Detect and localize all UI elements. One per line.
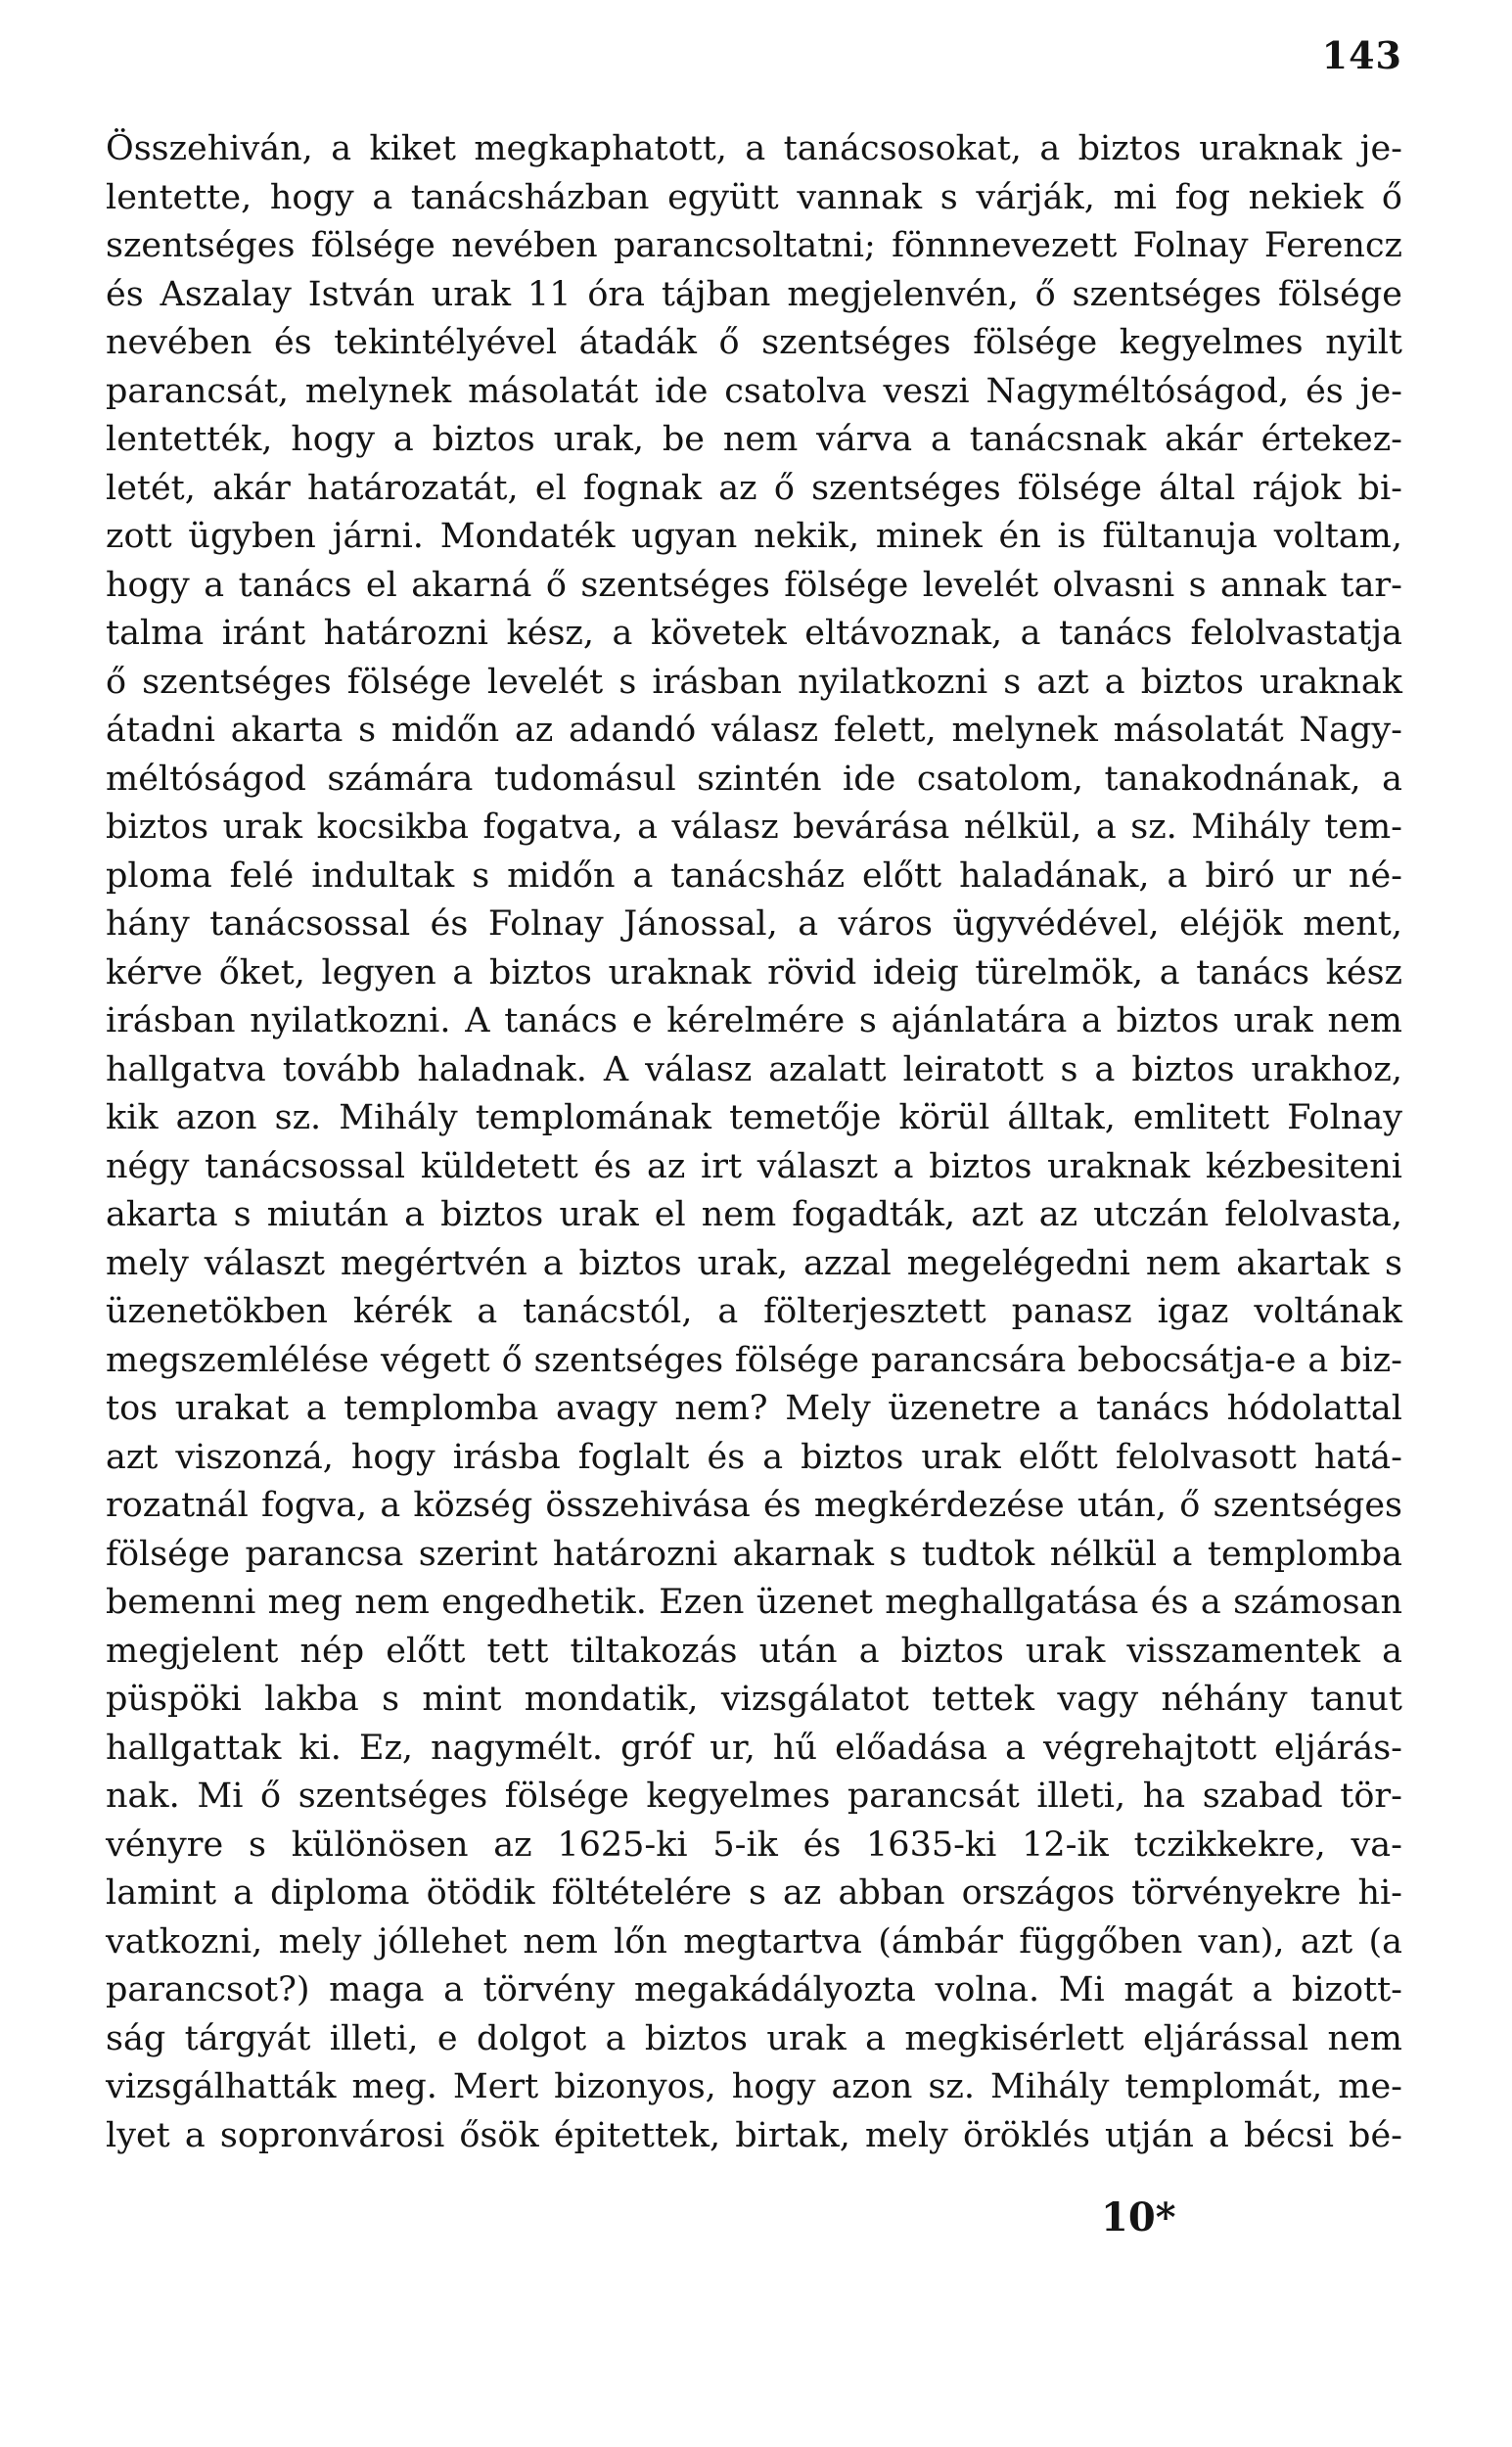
text-line: hallgatva tovább haladnak. A válasz azalatt leiratott s a biztos urakhoz, bbox=[106, 1049, 1402, 1089]
text-line: parancsát, melynek másolatát ide csatolva veszi Nagyméltóságod, és je- bbox=[106, 371, 1402, 411]
text-line: tos urakat a templomba avagy nem? Mely üzenetre a tanács hódolattal bbox=[106, 1389, 1402, 1428]
text-line: ploma felé indultak s midőn a tanácsház előtt haladának, a biró ur né- bbox=[106, 855, 1402, 896]
text-line: Összehiván, a kiket megkaphatott, a tanácsosokat, a biztos uraknak je- bbox=[106, 129, 1402, 168]
text-line: és Aszalay István urak 11 óra tájban megjelenvén, ő szentséges fölsége bbox=[106, 274, 1402, 314]
text-line: vatkozni, mely jóllehet nem lőn megtartva (ámbár függőben van), azt (a bbox=[106, 1921, 1402, 1962]
text-line: azt viszonzá, hogy irásba foglalt és a biztos urak előtt felolvasott hatá- bbox=[106, 1437, 1402, 1477]
text-line: lamint a diploma ötödik föltételére s az abban országos törvényekre hi- bbox=[106, 1873, 1402, 1913]
text-line: ő szentséges fölsége levelét s irásban nyilatkozni s azt a biztos uraknak bbox=[106, 662, 1402, 702]
text-line: üzenetökben kérék a tanácstól, a fölterjesztett panasz igaz voltának bbox=[106, 1292, 1402, 1331]
signature-mark: 10* bbox=[1101, 2194, 1176, 2240]
text-line: ság tárgyát illeti, e dolgot a biztos urak a megkisérlett eljárással nem bbox=[106, 2018, 1402, 2058]
text-line: zott ügyben járni. Mondaték ugyan nekik, minek én is fültanuja voltam, bbox=[106, 517, 1402, 556]
text-line: lentette, hogy a tanácsházban együtt vannak s várják, mi fog nekiek ő bbox=[106, 177, 1402, 217]
text-line: lyet a sopronvárosi ősök épitettek, birtak, mely öröklés utján a bécsi bé- bbox=[106, 2115, 1402, 2155]
text-line: megszemlélése végett ő szentséges fölsége parancsára bebocsátja-e a biz- bbox=[106, 1340, 1402, 1380]
text-line: nevében és tekintélyével átadák ő szentséges fölsége kegyelmes nyilt bbox=[106, 323, 1402, 362]
text-line: talma iránt határozni kész, a követek eltávoznak, a tanács felolvastatja bbox=[106, 614, 1402, 653]
text-line: lentették, hogy a biztos urak, be nem várva a tanácsnak akár értekez- bbox=[106, 420, 1402, 459]
text-line: biztos urak kocsikba fogatva, a válasz bevárása nélkül, a sz. Mihály tem- bbox=[106, 808, 1402, 847]
text-line: bemenni meg nem engedhetik. Ezen üzenet meghallgatása és a számosan bbox=[106, 1583, 1402, 1622]
text-line: nak. Mi ő szentséges fölsége kegyelmes parancsát illeti, ha szabad tör- bbox=[106, 1777, 1402, 1816]
page-number: 143 bbox=[1321, 33, 1402, 77]
text-line: szentséges fölsége nevében parancsoltatni; fönnnevezett Folnay Ferencz bbox=[106, 226, 1402, 265]
text-line: püspöki lakba s mint mondatik, vizsgálatot tettek vagy néhány tanut bbox=[106, 1680, 1402, 1719]
text-line: megjelent nép előtt tett tiltakozás után a biztos urak visszamentek a bbox=[106, 1631, 1402, 1671]
text-line: hallgattak ki. Ez, nagymélt. gróf ur, hű előadása a végrehajtott eljárás- bbox=[106, 1728, 1402, 1768]
text-line: parancsot?) maga a törvény megakádályozta volna. Mi magát a bizott- bbox=[106, 1970, 1402, 2009]
text-line: fölsége parancsa szerint határozni akarnak s tudtok nélkül a templomba bbox=[106, 1534, 1402, 1574]
text-line: átadni akarta s midőn az adandó válasz felett, melynek másolatát Nagy- bbox=[106, 711, 1402, 750]
text-line: hogy a tanács el akarná ő szentséges fölsége levelét olvasni s annak tar- bbox=[106, 565, 1402, 605]
text-line: mely választ megértvén a biztos urak, azzal megelégedni nem akartak s bbox=[106, 1243, 1402, 1283]
text-line: irásban nyilatkozni. A tanács e kérelmére s ajánlatára a biztos urak nem bbox=[106, 1001, 1402, 1040]
text-line: négy tanácsossal küldetett és az irt választ a biztos uraknak kézbesiteni bbox=[106, 1146, 1402, 1186]
text-line: kik azon sz. Mihály templomának temetője körül álltak, emlitett Folnay bbox=[106, 1098, 1402, 1137]
text-line: méltóságod számára tudomásul szintén ide csatolom, tanakodnának, a bbox=[106, 759, 1402, 799]
text-line: kérve őket, legyen a biztos uraknak rövid ideig türelmök, a tanács kész bbox=[106, 952, 1402, 993]
text-line: vizsgálhatták meg. Mert bizonyos, hogy azon sz. Mihály templomát, me- bbox=[106, 2067, 1402, 2106]
text-line: rozatnál fogva, a község összehivása és megkérdezése után, ő szentséges bbox=[106, 1486, 1402, 1525]
text-line: akarta s miután a biztos urak el nem fogadták, azt az utczán felolvasta, bbox=[106, 1195, 1402, 1234]
text-line: vényre s különösen az 1625-ki 5-ik és 1635-ki 12-ik tczikkekre, va- bbox=[106, 1824, 1402, 1865]
body-text bbox=[106, 125, 1402, 2160]
text-line: hány tanácsossal és Folnay Jánossal, a város ügyvédével, eléjök ment, bbox=[106, 904, 1402, 944]
text-line: letét, akár határozatát, el fognak az ő szentséges fölsége által rájok bi- bbox=[106, 468, 1402, 508]
